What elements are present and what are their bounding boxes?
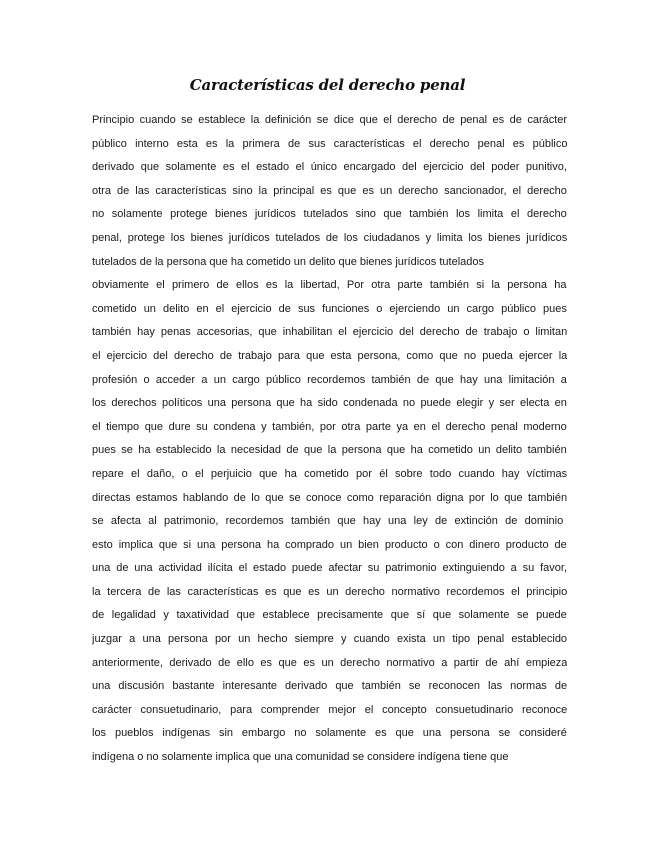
body-line: indígena o no solamente implica que una comunidad se considere indígena tiene que <box>92 751 509 764</box>
body-line: penal, protege los bienes jurídicos tutelados de los ciudadanos y limita los bienes jurídicos <box>92 231 567 244</box>
body-line: repare el daño, o el perjuicio que ha cometido por él sobre todo cuando hay víctimas <box>92 467 567 480</box>
body-line: una discusión bastante interesante derivado que también se reconocen las normas de <box>92 680 567 693</box>
body-line: profesión o acceder a un cargo público recordemos también de que hay una limitación a <box>92 373 567 386</box>
body-line: cometido un delito en el ejercicio de sus funciones o ejerciendo un cargo público pues <box>92 302 567 315</box>
body-line: no solamente protege bienes jurídicos tutelados sino que también los limita el derecho <box>92 208 567 221</box>
body-line: también hay penas accesorias, que inhabilitan el ejercicio del derecho de trabajo o limitan <box>92 326 567 339</box>
body-line: se afecta al patrimonio, recordemos también que hay una ley de extinción de dominio <box>92 515 564 528</box>
body-line: la tercera de las características es que es un derecho normativo recordemos el principio <box>92 585 567 598</box>
body-line: esto implica que si una persona ha comprado un bien producto o con dinero producto de <box>92 538 567 551</box>
body-line: pues se ha establecido la necesidad de que la persona que ha cometido un delito también <box>92 444 567 457</box>
body-line: los pueblos indígenas sin embargo no solamente es que una persona se consideré <box>92 727 567 740</box>
body-line: otra de las características sino la principal es que es un derecho sancionador, el derecho <box>92 184 567 197</box>
body-line: el ejercicio del derecho de trabajo para que esta persona, como que no pueda ejercer la <box>92 349 567 362</box>
body-line: de legalidad y taxatividad que establece precisamente que sí que solamente se puede <box>92 609 567 622</box>
body-line: derivado que solamente es el estado el único encargado del ejercicio del poder punitivo, <box>92 161 567 174</box>
document-title: Características del derecho penal <box>189 76 466 94</box>
body-line: juzgar a una persona por un hecho siempre y cuando exista un tipo penal establecido <box>92 633 567 646</box>
body-line: directas estamos hablando de lo que se conoce como reparación digna por lo que también <box>92 491 567 504</box>
body-line: tutelados de la persona que ha cometido un delito que bienes jurídicos tutelados <box>92 255 484 268</box>
body-line: carácter consuetudinario, para comprender mejor el concepto consuetudinario reconoce <box>92 703 567 716</box>
body-line: Principio cuando se establece la definición se dice que el derecho de penal es de carácter <box>92 114 567 126</box>
body-line: los derechos políticos una persona que ha sido condenada no puede elegir y ser electa en <box>92 397 567 410</box>
body-line: anteriormente, derivado de ello es que es un derecho normativo a partir de ahí empieza <box>92 656 567 669</box>
body-line: público interno esta es la primera de sus características el derecho penal es público <box>92 137 567 150</box>
document-body <box>92 109 567 770</box>
body-line: obviamente el primero de ellos es la libertad, Por otra parte también si la persona ha <box>92 279 567 292</box>
body-line: una de una actividad ilícita el estado puede afectar su patrimonio extinguiendo a su favor, <box>92 562 567 575</box>
body-line: el tiempo que dure su condena y también, por otra parte ya en el derecho penal moderno <box>92 420 567 433</box>
